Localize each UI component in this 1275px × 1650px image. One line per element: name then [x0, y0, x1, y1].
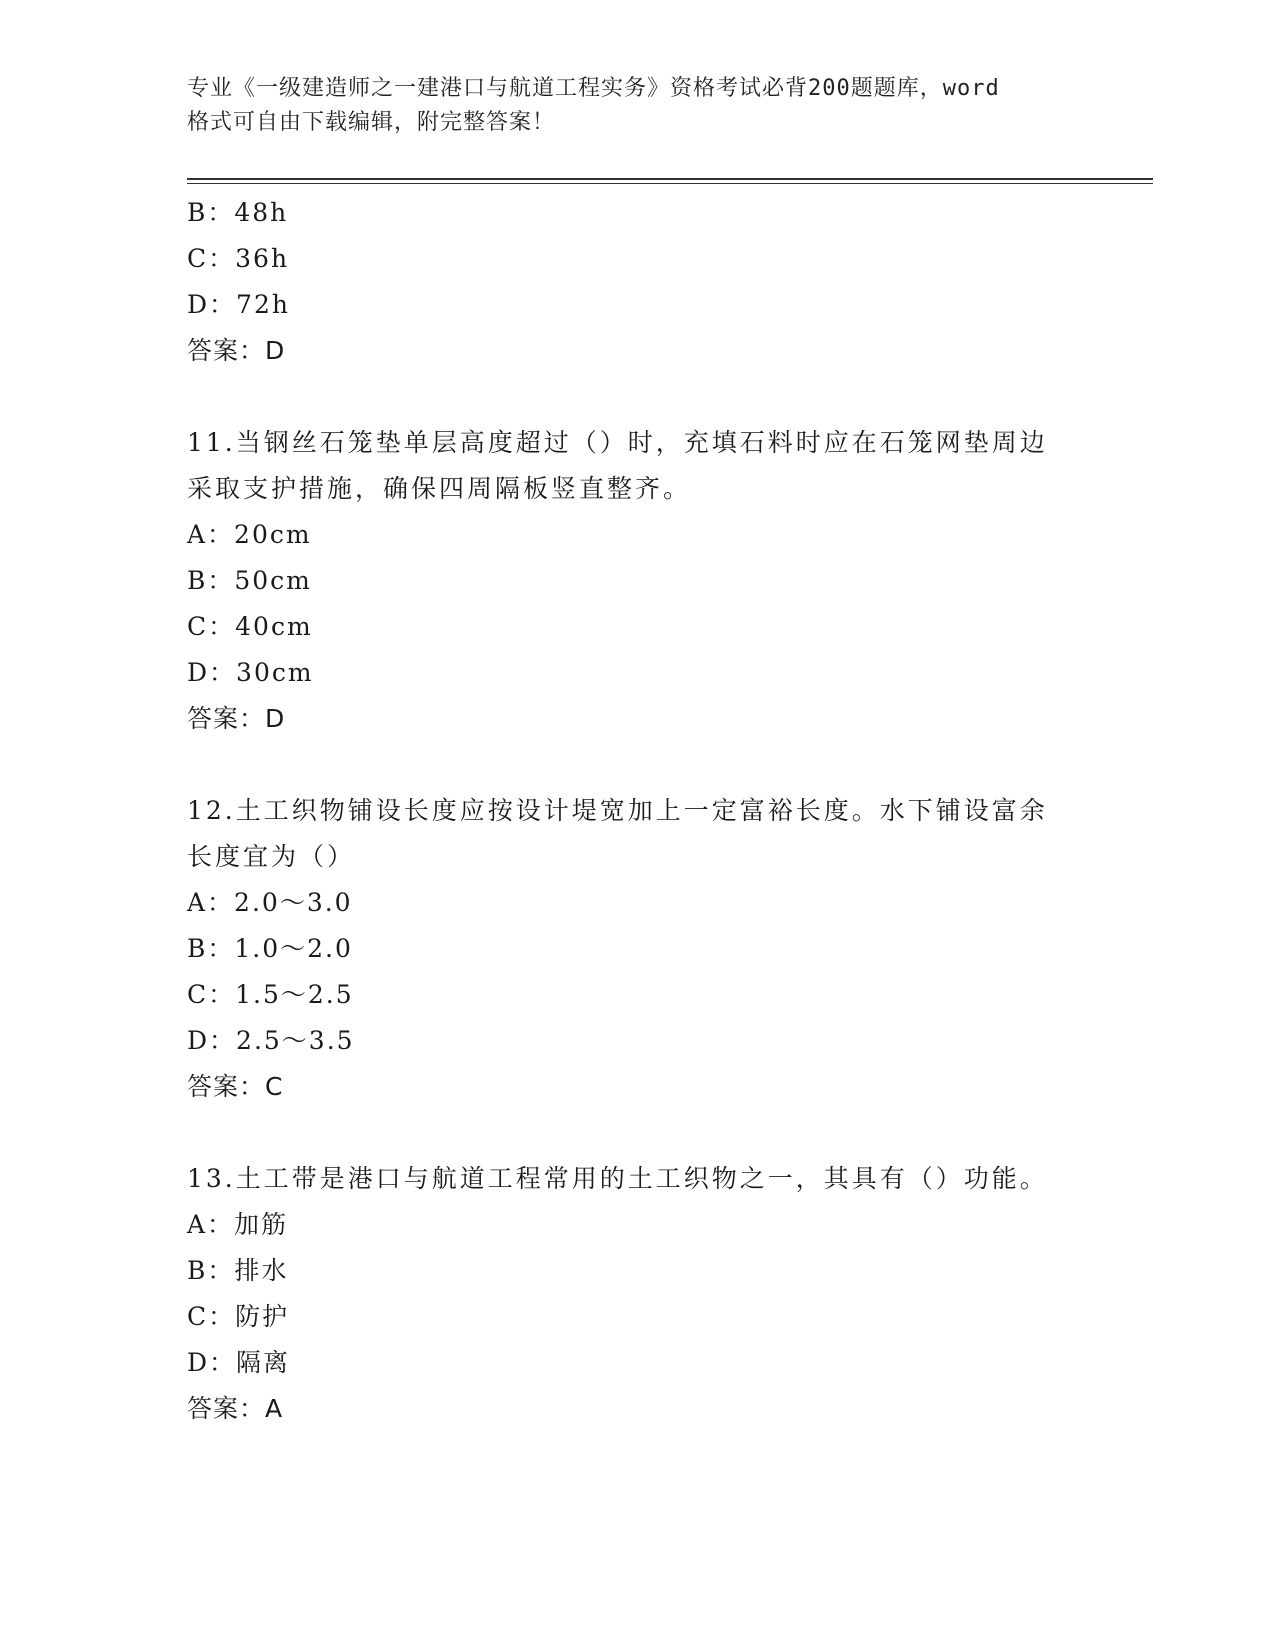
option-a: A：加筋 — [187, 1210, 289, 1239]
option-d: D：2.5～3.5 — [187, 1026, 355, 1055]
answer-text: 答案：C — [187, 1072, 284, 1101]
answer-text: 答案：A — [187, 1394, 284, 1423]
option-a: A：2.0～3.0 — [187, 888, 353, 917]
option-b: B：1.0～2.0 — [187, 934, 353, 963]
header-line-1: 专业《一级建造师之一建港口与航道工程实务》资格考试必背200题题库，word — [187, 76, 1000, 101]
option-d: D：30cm — [187, 658, 314, 687]
header-divider — [187, 178, 1153, 184]
option-c: C：防护 — [187, 1302, 290, 1331]
question-list — [187, 190, 1087, 1432]
question-text-line-1: 12.土工织物铺设长度应按设计堤宽加上一定富裕长度。水下铺设富余 — [187, 796, 1048, 825]
option-b: B：48h — [187, 198, 289, 227]
question-block-13 — [187, 1156, 1087, 1432]
question-text-line-2: 长度宜为（） — [187, 842, 356, 871]
option-b: B：排水 — [187, 1256, 289, 1285]
option-c: C：36h — [187, 244, 290, 273]
option-a: A：20cm — [187, 520, 312, 549]
option-d: D：隔离 — [187, 1348, 291, 1377]
question-block-12 — [187, 788, 1087, 1110]
option-d: D：72h — [187, 290, 290, 319]
header-line-2: 格式可自由下载编辑，附完整答案！ — [187, 110, 556, 135]
question-text-line-1: 11.当钢丝石笼垫单层高度超过（）时，充填石料时应在石笼网垫周边 — [187, 428, 1048, 457]
question-text-line-1: 13.土工带是港口与航道工程常用的土工织物之一，其具有（）功能。 — [187, 1164, 1048, 1193]
answer-text: 答案：D — [187, 704, 286, 733]
question-block-10 — [187, 190, 1087, 374]
question-text-line-2: 采取支护措施，确保四周隔板竖直整齐。 — [187, 474, 692, 503]
option-c: C：40cm — [187, 612, 313, 641]
option-c: C：1.5～2.5 — [187, 980, 354, 1009]
question-block-11 — [187, 420, 1087, 742]
option-b: B：50cm — [187, 566, 312, 595]
answer-text: 答案：D — [187, 336, 286, 365]
document-header — [187, 72, 1067, 140]
